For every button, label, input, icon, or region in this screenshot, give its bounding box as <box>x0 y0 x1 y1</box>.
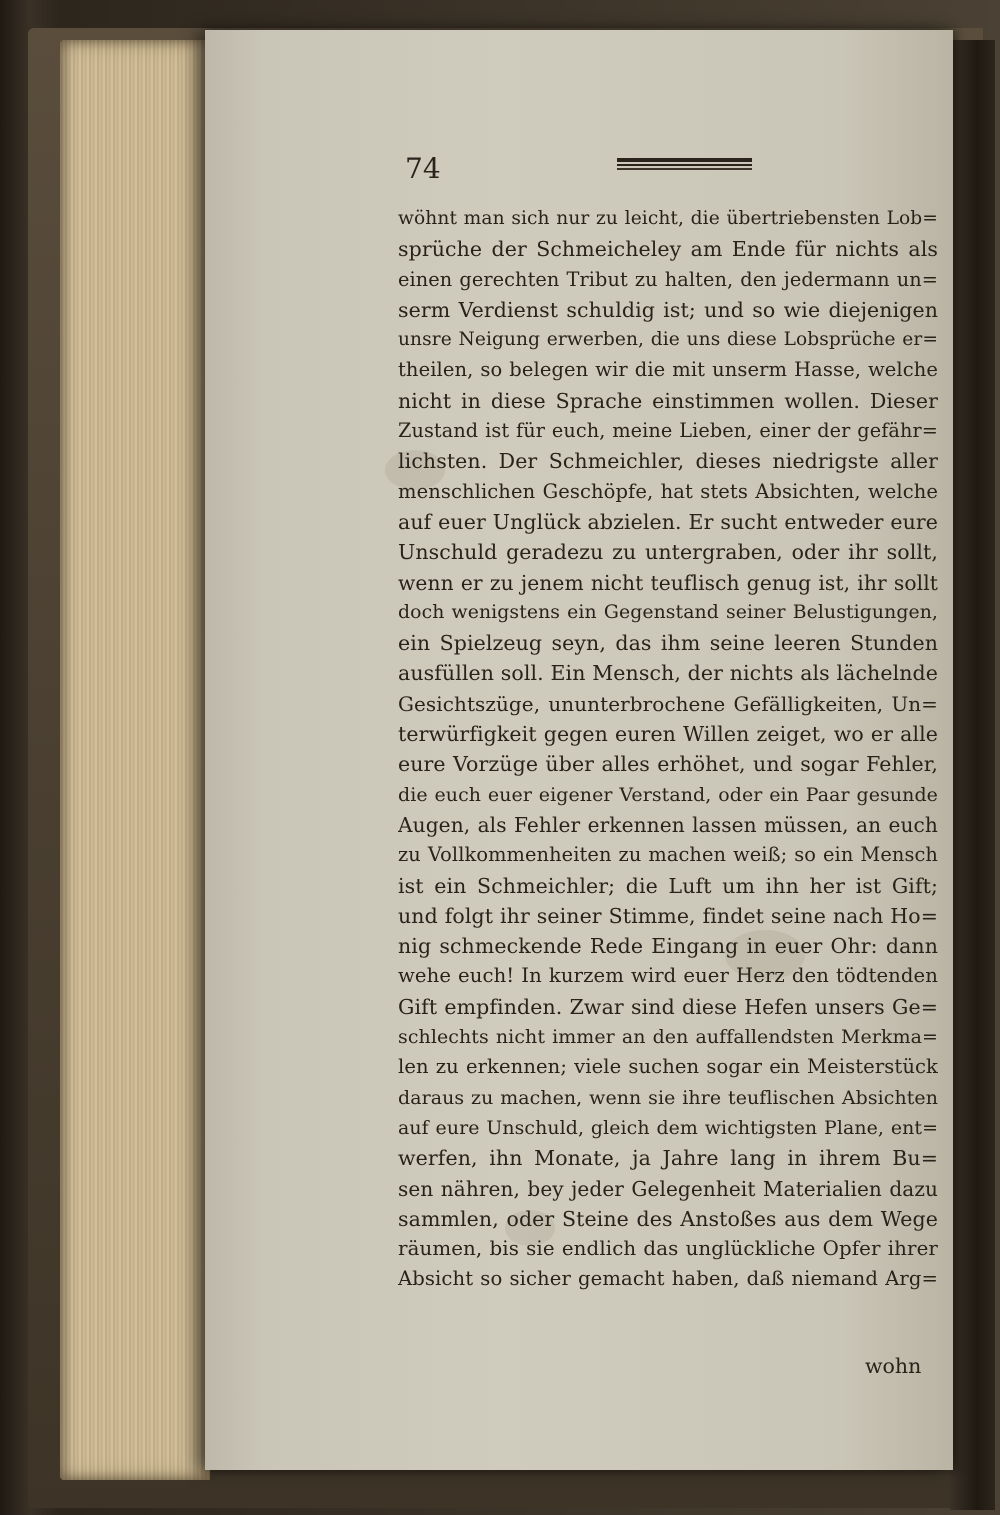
text-line: eure Vorzüge über alles erhöhet, und sogar Fehler, <box>398 752 938 777</box>
text-line: sen nähren, bey jeder Gelegenheit Materialien dazu <box>398 1176 938 1201</box>
catchword: wohn <box>865 1354 922 1378</box>
text-line: terwürfigkeit gegen euren Willen zeiget, wo er alle <box>398 722 938 747</box>
text-line: sammlen, oder Steine des Anstoßes aus dem Wege <box>398 1206 938 1231</box>
text-line: unsre Neigung erwerben, die uns diese Lobsprüche er= <box>398 329 938 351</box>
text-line: daraus zu machen, wenn sie ihre teuflischen Absichten <box>398 1086 938 1109</box>
header-rule <box>617 158 752 166</box>
page-number: 74 <box>405 152 441 185</box>
text-line: wenn er zu jenem nicht teuflisch genug ist, ihr sollt <box>398 570 938 595</box>
text-line: Zustand ist für euch, meine Lieben, einer der gefähr= <box>398 419 938 443</box>
text-line: ausfüllen soll. Ein Mensch, der nichts als lächelnde <box>398 661 938 686</box>
text-line: lichsten. Der Schmeichler, dieses niedrigste aller <box>398 449 938 474</box>
text-line: theilen, so belegen wir die mit unserm Hasse, welche <box>398 358 938 382</box>
text-line: auf eure Unschuld, gleich dem wichtigsten Plane, ent= <box>398 1116 938 1139</box>
text-line: nicht in diese Sprache einstimmen wollen. Dieser <box>398 388 938 413</box>
text-line: Augen, als Fehler erkennen lassen müssen, an euch <box>398 812 938 837</box>
text-line: räumen, bis sie endlich das unglückliche Opfer ihrer <box>398 1237 938 1261</box>
text-line: ein Spielzeug seyn, das ihm seine leeren Stunden <box>398 631 938 656</box>
text-line: serm Verdienst schuldig ist; und so wie diejenigen <box>398 297 938 322</box>
text-line: Unschuld geradezu zu untergraben, oder ihr sollt, <box>398 540 938 565</box>
text-line: Absicht so sicher gemacht haben, daß niemand Arg= <box>398 1267 938 1291</box>
book-page <box>205 30 953 1470</box>
text-line: Gesichtszüge, ununterbrochene Gefälligkeiten, Un= <box>398 691 938 716</box>
page-block-edge <box>60 40 210 1480</box>
text-line: die euch euer eigener Verstand, oder ein Paar gesunde <box>398 783 938 806</box>
right-board-edge <box>950 40 995 1510</box>
text-line: ist ein Schmeichler; die Luft um ihn her ist Gift; <box>398 873 938 898</box>
text-line: auf euer Unglück abzielen. Er sucht entweder eure <box>398 509 938 534</box>
text-line: werfen, ihn Monate, ja Jahre lang in ihrem Bu= <box>398 1146 938 1171</box>
text-line: menschlichen Geschöpfe, hat stets Absichten, welche <box>398 479 938 503</box>
text-line: zu Vollkommenheiten zu machen weiß; so ein Mensch <box>398 843 938 867</box>
text-line: Gift empfinden. Zwar sind diese Hefen unsers Ge= <box>398 994 938 1019</box>
text-line: wöhnt man sich nur zu leicht, die übertriebensten Lob= <box>398 208 938 229</box>
text-line: len zu erkennen; viele suchen sogar ein Meisterstück <box>398 1055 938 1079</box>
text-line: doch wenigstens ein Gegenstand seiner Belustigungen, <box>398 601 938 623</box>
text-line: sprüche der Schmeicheley am Ende für nichts als <box>398 237 938 262</box>
text-line: einen gerechten Tribut zu halten, den jedermann un= <box>398 267 938 291</box>
text-line: nig schmeckende Rede Eingang in euer Ohr: dann <box>398 934 938 959</box>
text-line: wehe euch! In kurzem wird euer Herz den tödtenden <box>398 964 938 988</box>
body-text <box>398 204 938 1295</box>
text-line: und folgt ihr seiner Stimme, findet seine nach Ho= <box>398 903 938 928</box>
text-line: schlechts nicht immer an den auffallendsten Merkma= <box>398 1026 938 1049</box>
